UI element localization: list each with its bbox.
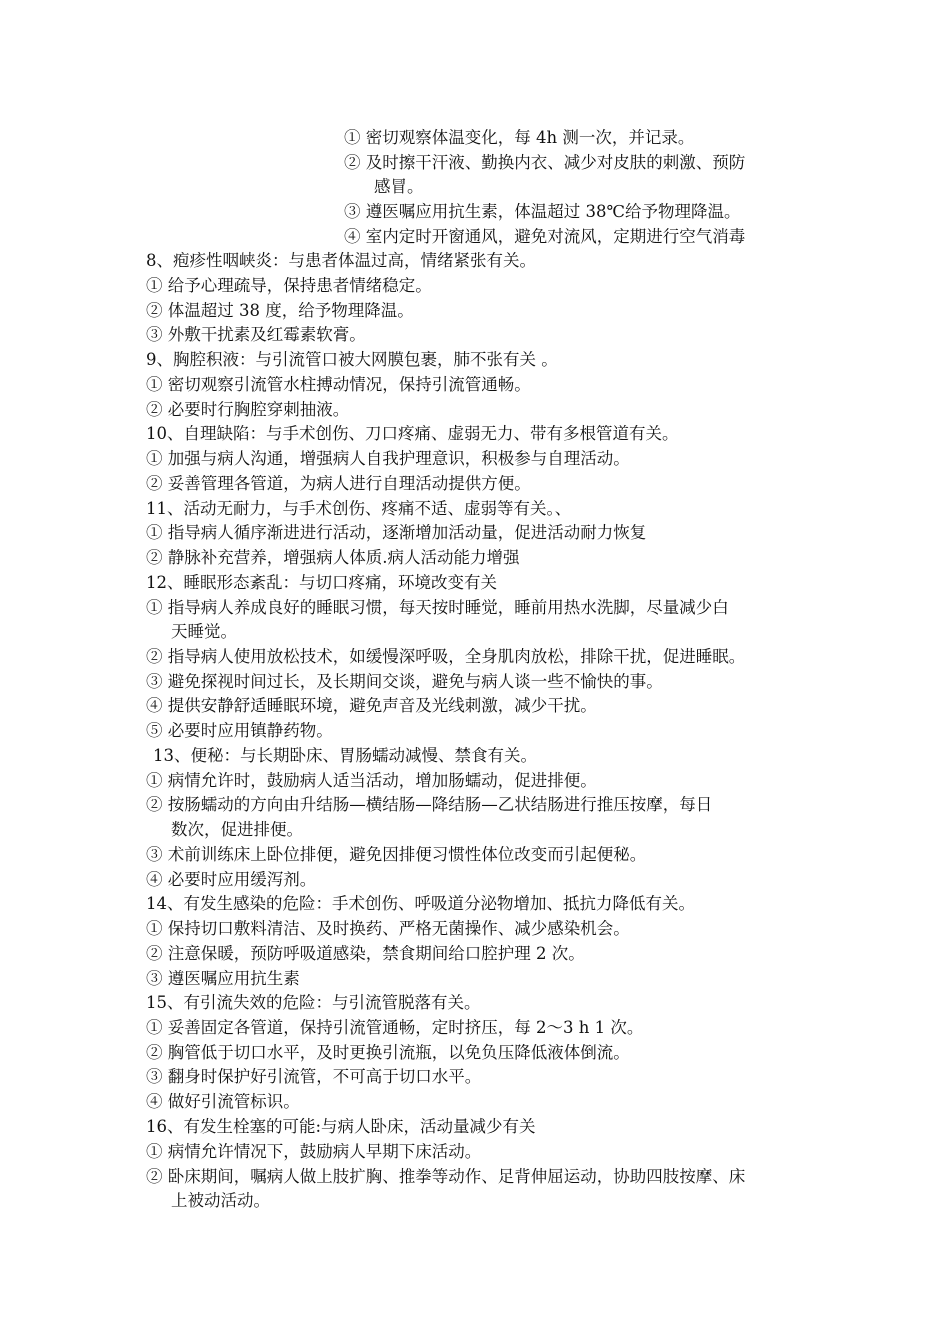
text-line: ② 妥善管理各管道，为病人进行自理活动提供方便。 (146, 474, 531, 493)
section-heading: 9、胸腔积液：与引流管口被大网膜包裹，肺不张有关 。 (146, 350, 558, 369)
text-line: ① 病情允许时，鼓励病人适当活动，增加肠蠕动，促进排便。 (146, 771, 597, 790)
section-heading: 14、有发生感染的危险：手术创伤、呼吸道分泌物增加、抵抗力降低有关。 (146, 894, 695, 913)
text-line: ② 胸管低于切口水平，及时更换引流瓶，以免负压降低液体倒流。 (146, 1043, 630, 1062)
section-heading: 13、便秘：与长期卧床、胃肠蠕动减慢、禁食有关。 (153, 746, 537, 765)
text-line: ① 病情允许情况下，鼓励病人早期下床活动。 (146, 1142, 482, 1161)
text-line: ② 按肠蠕动的方向由升结肠—横结肠—降结肠—乙状结肠进行推压按摩，每日 (146, 795, 713, 814)
text-line: ④ 必要时应用缓泻剂。 (146, 870, 317, 889)
text-line: ① 指导病人养成良好的睡眠习惯，每天按时睡觉，睡前用热水洗脚，尽量减少白 (146, 598, 729, 617)
text-line: ① 加强与病人沟通，增强病人自我护理意识，积极参与自理活动。 (146, 449, 630, 468)
text-line: ③ 避免探视时间过长，及长期间交谈，避免与病人谈一些不愉快的事。 (146, 672, 663, 691)
section-heading: 12、睡眠形态紊乱：与切口疼痛，环境改变有关 (146, 573, 497, 592)
text-line: ② 静脉补充营养，增强病人体质.病人活动能力增强 (146, 548, 520, 567)
text-line: 感冒。 (374, 177, 424, 196)
text-line: 数次，促进排便。 (171, 820, 303, 839)
text-line: ② 必要时行胸腔穿刺抽液。 (146, 400, 350, 419)
text-line: ③ 外敷干扰素及红霉素软膏。 (146, 325, 366, 344)
text-line: ⑤ 必要时应用镇静药物。 (146, 721, 333, 740)
section-heading: 15、有引流失效的危险：与引流管脱落有关。 (146, 993, 481, 1012)
text-line: ① 给予心理疏导，保持患者情绪稳定。 (146, 276, 432, 295)
text-line: ④ 室内定时开窗通风，避免对流风，定期进行空气消毒 (344, 227, 746, 246)
text-line: ① 密切观察体温变化，每 4h 测一次，并记录。 (344, 128, 695, 147)
text-line: ① 指导病人循序渐进进行活动，逐渐增加活动量，促进活动耐力恢复 (146, 523, 647, 542)
text-line: ③ 术前训练床上卧位排便，避免因排便习惯性体位改变而引起便秘。 (146, 845, 647, 864)
text-line: ③ 遵医嘱应用抗生素 (146, 969, 300, 988)
text-line: ④ 做好引流管标识。 (146, 1092, 300, 1111)
text-line: ② 注意保暖，预防呼吸道感染，禁食期间给口腔护理 2 次。 (146, 944, 585, 963)
text-line: 天睡觉。 (171, 622, 237, 641)
text-line: ② 指导病人使用放松技术，如缓慢深呼吸，全身肌肉放松，排除干扰，促进睡眠。 (146, 647, 746, 666)
text-line: ② 及时擦干汗液、勤换内衣、减少对皮肤的刺激、预防 (344, 153, 746, 172)
section-heading: 11、活动无耐力，与手术创伤、疼痛不适、虚弱等有关。、 (146, 499, 572, 518)
text-line: ④ 提供安静舒适睡眠环境，避免声音及光线刺激，减少干扰。 (146, 696, 597, 715)
text-line: ③ 遵医嘱应用抗生素，体温超过 38℃给予物理降温。 (344, 202, 741, 221)
text-line: 上被动活动。 (171, 1191, 270, 1210)
text-line: ① 密切观察引流管水柱搏动情况，保持引流管通畅。 (146, 375, 531, 394)
section-heading: 10、自理缺陷：与手术创伤、刀口疼痛、虚弱无力、带有多根管道有关。 (146, 424, 679, 443)
section-heading: 8、疱疹性咽峡炎：与患者体温过高，情绪紧张有关。 (146, 251, 536, 270)
text-line: ① 妥善固定各管道，保持引流管通畅，定时挤压，每 2～3 h 1 次。 (146, 1018, 644, 1037)
text-line: ② 体温超过 38 度，给予物理降温。 (146, 301, 414, 320)
text-line: ② 卧床期间，嘱病人做上肢扩胸、推拳等动作、足背伸屈运动，协助四肢按摩、床 (146, 1167, 746, 1186)
section-heading: 16、有发生栓塞的可能:与病人卧床，活动量减少有关 (146, 1117, 536, 1136)
text-line: ③ 翻身时保护好引流管，不可高于切口水平。 (146, 1067, 482, 1086)
text-line: ① 保持切口敷料清洁、及时换药、严格无菌操作、减少感染机会。 (146, 919, 630, 938)
